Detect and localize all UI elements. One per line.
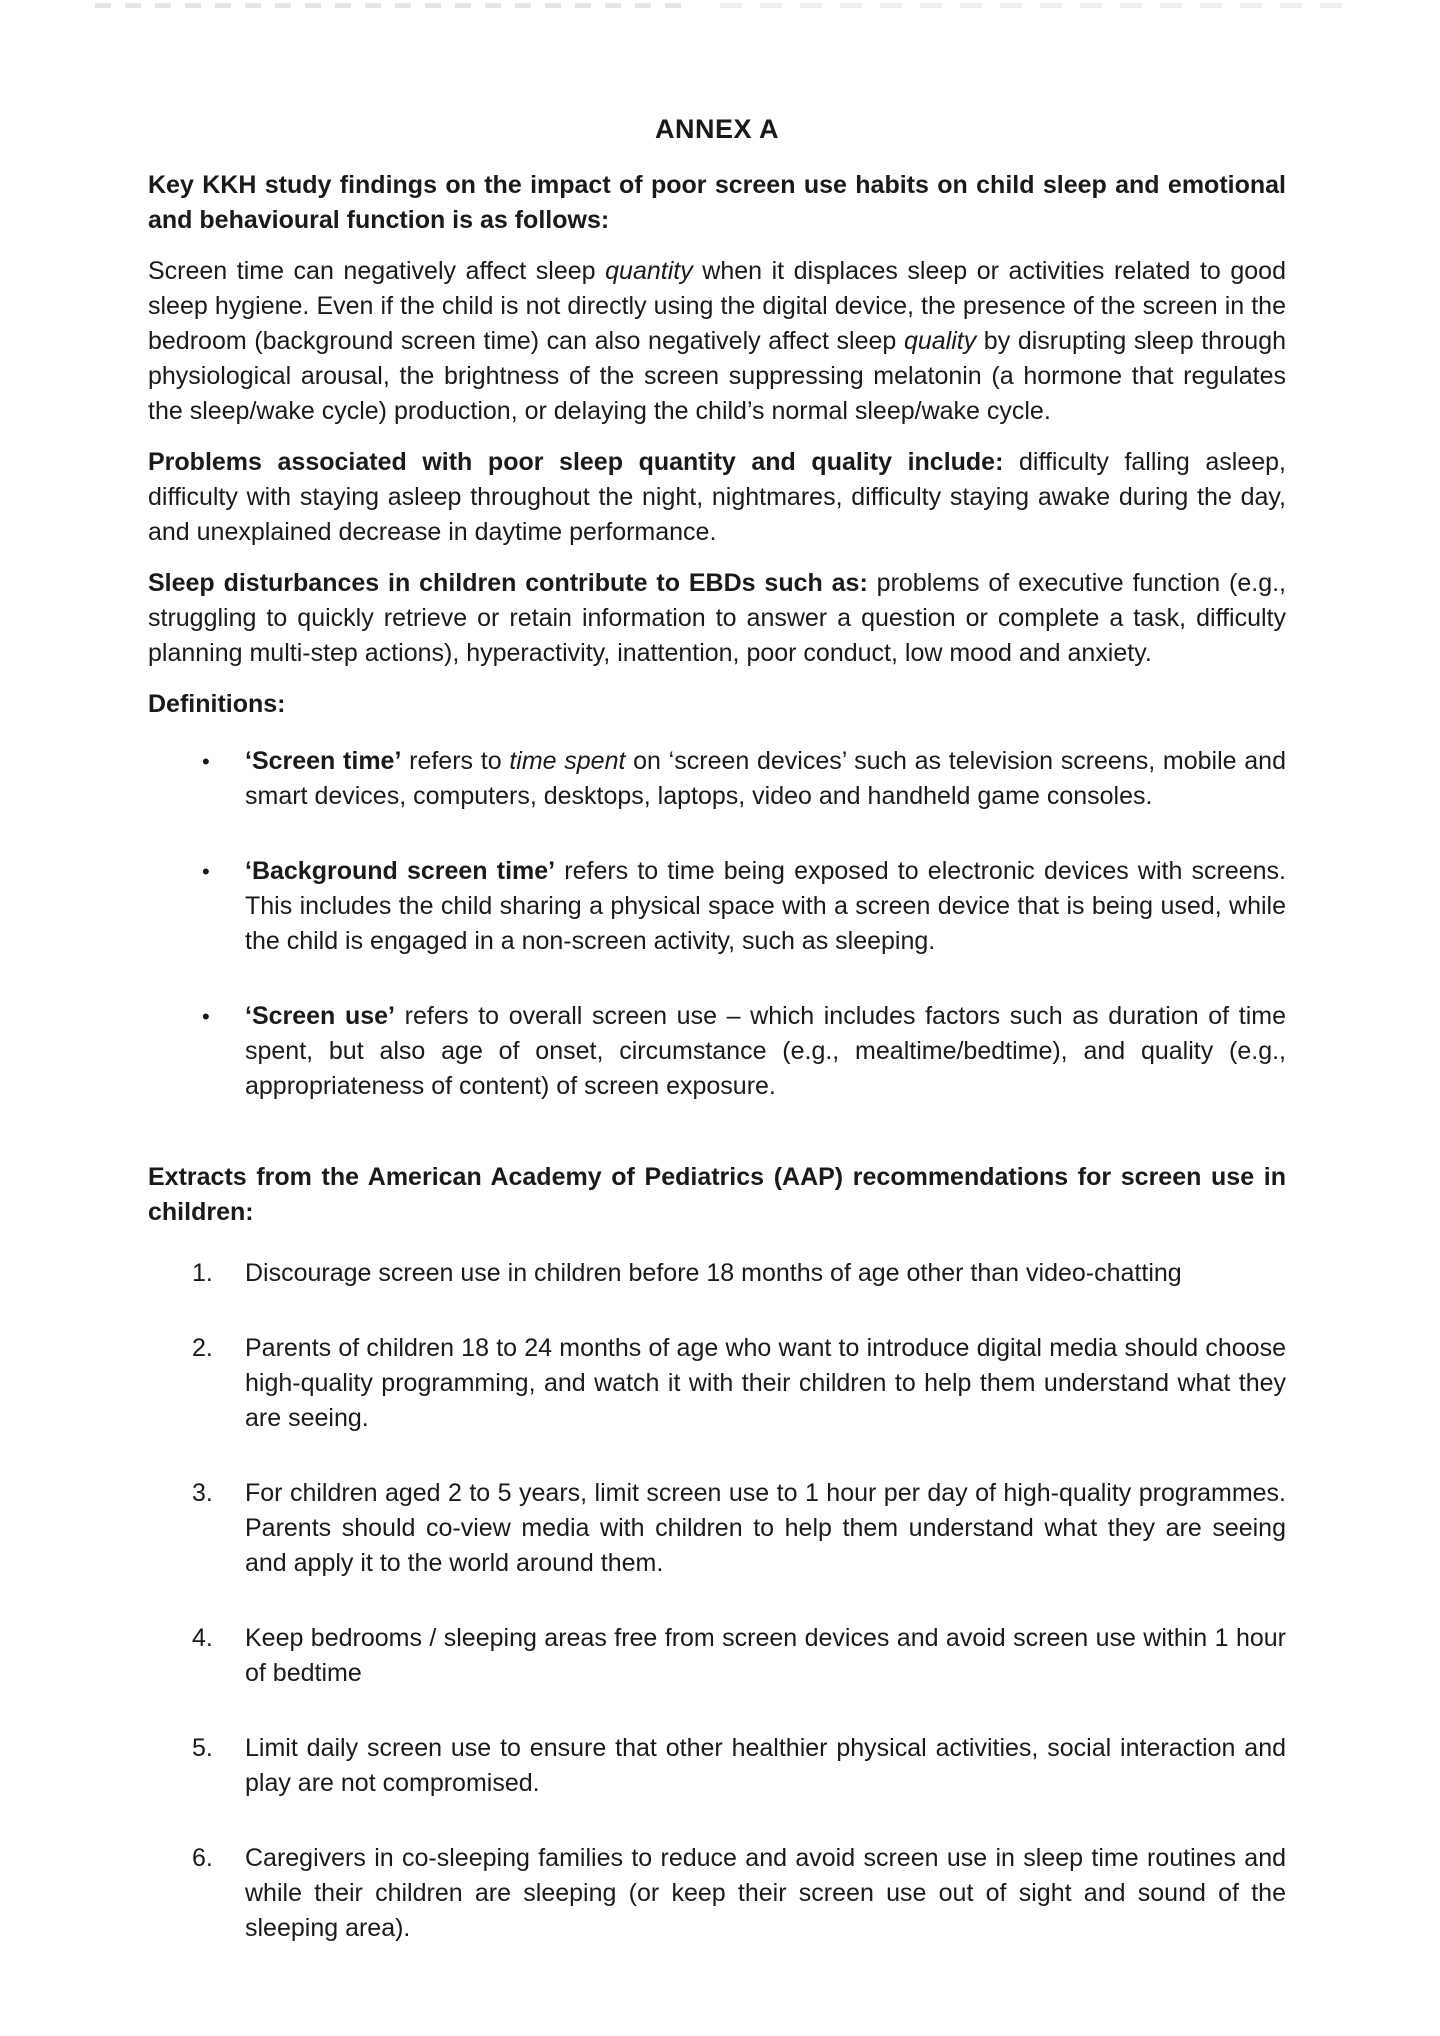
text-run-bold: Problems associated with poor sleep quantity and quality include: — [148, 448, 1004, 476]
item-number: 2. — [192, 1334, 213, 1362]
definition-screen-use — [148, 999, 1286, 1104]
item-number: 6. — [192, 1844, 213, 1872]
text-run: problems of executive function (e.g., struggling to quickly retrieve or retain information to answer a question or complete a task, difficulty planning multi-step actions), hyperactivity, inattention, poor conduct, low mood and anxiety. — [148, 569, 1286, 667]
definitions-heading: Definitions: — [148, 690, 286, 718]
scan-artifact — [95, 3, 695, 8]
document-content — [148, 112, 1286, 1946]
text-run: difficulty falling asleep, difficulty with staying asleep throughout the night, nightmares, difficulty staying awake during the day, and unexplained decrease in daytime performance. — [148, 448, 1286, 546]
definition-term: ‘Background screen time’ — [245, 857, 556, 885]
paragraph-screen-time-quantity — [148, 254, 1286, 429]
definition-screen-time — [148, 744, 1286, 814]
text-run: when it displaces sleep or activities related to good sleep hygiene. Even if the child is not directly using the digital device, the presence of the screen in the bedroom (background screen time) can also negatively affect sleep — [148, 257, 1286, 355]
item-number: 3. — [192, 1479, 213, 1507]
text-run: refers to — [401, 747, 510, 775]
item-text: For children aged 2 to 5 years, limit screen use to 1 hour per day of high-quality programmes. Parents should co-view media with children to help them understand what they are seeing and apply it to the world around them. — [245, 1479, 1286, 1577]
bullet-icon: • — [202, 859, 210, 884]
aap-item-4 — [148, 1621, 1286, 1691]
text-run-italic: quantity — [605, 257, 693, 285]
text-run: Screen time can negatively affect sleep — [148, 257, 606, 285]
item-number: 4. — [192, 1624, 213, 1652]
aap-item-5 — [148, 1731, 1286, 1801]
definition-term: ‘Screen use’ — [245, 1002, 396, 1030]
scan-artifact — [720, 3, 1360, 8]
item-number: 5. — [192, 1734, 213, 1762]
aap-heading: Extracts from the American Academy of Pediatrics (AAP) recommendations for screen use in children: — [148, 1163, 1286, 1226]
text-run: refers to time being exposed to electronic devices with screens. This includes the child sharing a physical space with a screen device that is being used, while the child is engaged in a non-screen activity, such as sleeping. — [245, 857, 1287, 955]
text-run-italic: quality — [903, 327, 977, 355]
item-text: Keep bedrooms / sleeping areas free from screen devices and avoid screen use within 1 hour of bedtime — [245, 1624, 1286, 1687]
intro-heading: Key KKH study findings on the impact of poor screen use habits on child sleep and emotional and behavioural function is as follows: — [148, 171, 1286, 234]
aap-item-2 — [148, 1331, 1286, 1436]
text-run-bold: Sleep disturbances in children contribute to EBDs such as: — [148, 569, 868, 597]
definition-background-screen-time — [148, 854, 1286, 959]
item-text: Discourage screen use in children before 18 months of age other than video-chatting — [245, 1259, 1182, 1287]
text-run: on ‘screen devices’ such as television screens, mobile and smart devices, computers, desktops, laptops, video and handheld game consoles. — [245, 747, 1286, 810]
text-run: refers to overall screen use – which includes factors such as duration of time spent, but also age of onset, circumstance (e.g., mealtime/bedtime), and quality (e.g., appropriateness of content) of screen exposure. — [245, 1002, 1287, 1100]
text-run: by disrupting sleep through physiological arousal, the brightness of the screen suppressing melatonin (a hormone that regulates the sleep/wake cycle) production, or delaying the child’s normal sleep/wake cycle. — [148, 327, 1286, 425]
aap-item-6 — [148, 1841, 1286, 1946]
paragraph-sleep-problems — [148, 445, 1286, 550]
item-text: Limit daily screen use to ensure that other healthier physical activities, social interaction and play are not compromised. — [245, 1734, 1286, 1797]
aap-item-1 — [148, 1256, 1286, 1291]
bullet-icon: • — [202, 749, 210, 774]
page-title: ANNEX A — [654, 114, 779, 144]
text-run-italic: time spent — [509, 747, 626, 775]
definition-term: ‘Screen time’ — [245, 747, 402, 775]
item-text: Caregivers in co-sleeping families to reduce and avoid screen use in sleep time routines and while their children are sleeping (or keep their screen use out of sight and sound of the sleeping area). — [245, 1844, 1286, 1942]
aap-item-3 — [148, 1476, 1286, 1581]
item-text: Parents of children 18 to 24 months of age who want to introduce digital media should choose high-quality programming, and watch it with their children to help them understand what they are seeing. — [245, 1334, 1286, 1432]
bullet-icon: • — [202, 1004, 210, 1029]
paragraph-sleep-disturbances — [148, 566, 1286, 671]
item-number: 1. — [192, 1259, 213, 1287]
